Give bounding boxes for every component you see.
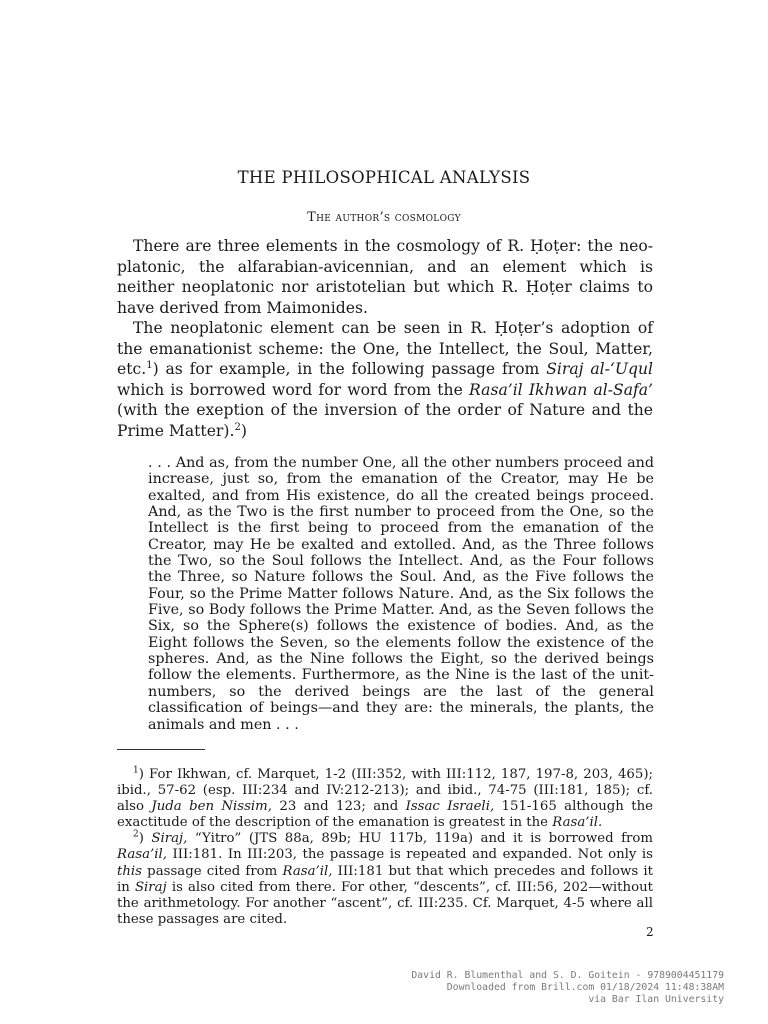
body-paragraph-2 (117, 318, 653, 441)
footnotes (117, 767, 653, 928)
page-title: THE PHILOSOPHICAL ANALYSIS (237, 168, 531, 187)
footnote-ref-1[interactable]: 1 (146, 359, 153, 371)
footnote-2-italic: Rasa’il, (117, 847, 167, 863)
footnote-1-text: 23 and 123; and (272, 799, 406, 815)
footnote-1-italic: Issac Israeli, (405, 799, 495, 815)
footnote-2-italic: Siraj, (151, 831, 188, 847)
footnote-1-italic: Rasa’il. (552, 815, 603, 831)
footnote-2-text: passage cited from (141, 863, 283, 879)
footnote-1 (117, 767, 653, 831)
footnote-2 (117, 831, 653, 928)
footnote-1-marker: 1 (133, 765, 139, 776)
source-title-siraj: Siraj al-‘Uqul (546, 360, 653, 378)
footnote-2-text: “Yitro” (JTS 88a, 89b; HU 117b, 119a) and it is borrowed from (187, 831, 653, 847)
footnote-divider (117, 749, 205, 750)
paragraph-2-part: ) (240, 421, 247, 440)
footnote-ref-2[interactable]: 2 (234, 421, 241, 433)
body-paragraph-1 (117, 236, 653, 318)
footnote-1-text: 151-165 although the exactitude of the description of the emanation is greatest in the (117, 799, 653, 831)
paragraph-2-part: The neoplatonic element can be seen in R. Ḥoṭer’s adoption of the emanationist scheme: the One, the Intellect, the Soul, Matter, etc. (117, 319, 653, 378)
footnote-1-text: ) For Ikhwan, cf. Marquet, 1-2 (III:352, with III:112, 187, 197-8, 203, 465); ibid., 57-62 (esp. III:234 and IV:212-213); and ibid., 74-75 (III:181, 185); cf. also (117, 767, 653, 815)
stamp-line-2: Downloaded from Brill.com 01/18/2024 11:48:38AM (446, 982, 724, 993)
source-title-rasail: Rasa’il Ikhwan al-Safa’ (469, 380, 654, 399)
stamp-line-1: David R. Blumenthal and S. D. Goitein - 9789004451179 (411, 970, 724, 981)
paragraph-2-part: which is borrowed word for word from the (117, 380, 470, 399)
paragraph-1-text: There are three elements in the cosmology of R. Ḥoṭer: the neo-platonic, the alfarabian-avicennian, and an element which is neither neoplatonic nor aristotelian but which R. Ḥoṭer claims to have derived from Maimonides. (117, 237, 653, 317)
footnote-2-marker: 2 (133, 829, 139, 840)
paragraph-2-text (117, 318, 653, 441)
footnote-1-italic: Juda ben Nissim, (151, 799, 272, 815)
paragraph-2-part: (with the exeption of the inversion of the order of Nature and the Prime Matter). (117, 401, 653, 440)
page-number: 2 (646, 925, 654, 939)
footnote-2-italic: Siraj (134, 879, 167, 895)
download-stamp (324, 970, 724, 1006)
footnote-2-text: III:181 but that which precedes and follows it in (117, 863, 653, 895)
paragraph-2-part: ) as for example, in the following passage from (152, 360, 547, 378)
footnote-2-italic: this (117, 863, 142, 879)
footnote-2-text: ) (138, 831, 152, 847)
footnote-2-text: III:181. In III:203, the passage is repeated and expanded. Not only is (166, 847, 653, 863)
block-quote (148, 455, 654, 733)
footnote-2-italic: Rasa’il, (282, 863, 333, 879)
footnote-2-text: is also cited from there. For other, “descents”, cf. III:56, 202—without the arithmetology. For another “ascent”, cf. III:235. Cf. Marquet, 4-5 where all these passages are cited. (117, 879, 653, 927)
section-heading: The author’s cosmology (307, 210, 461, 225)
stamp-line-3: via Bar Ilan University (588, 994, 724, 1005)
block-quote-text: . . . And as, from the number One, all the other numbers proceed and increase, just so, from the emanation of the Creator, may He be exalted, and from His existence, do all the created beings proceed. And, as the Two is the first number to proceed from the One, so the Intellect is the first being to proceed from the emanation of the Creator, may He be exalted and extolled. And, as the Three follows the Two, so the Soul follows the Intellect. And, as the Four follows the Three, so Nature follows the Soul. And, as the Five follows the Four, so the Prime Matter follows Nature. And, as the Six follows the Five, so Body follows the Prime Matter. And, as the Seven follows the Six, so the Sphere(s) follows the existence of bodies. And, as the Eight follows the Seven, so the elements follow the existence of the spheres. And, as the Nine follows the Eight, so the derived beings follow the elements. Furthermore, as the Nine is the last of the unit-numbers, so the derived beings are the last of the general classification of beings—and they are: the minerals, the plants, the animals and men . . . (148, 455, 654, 733)
